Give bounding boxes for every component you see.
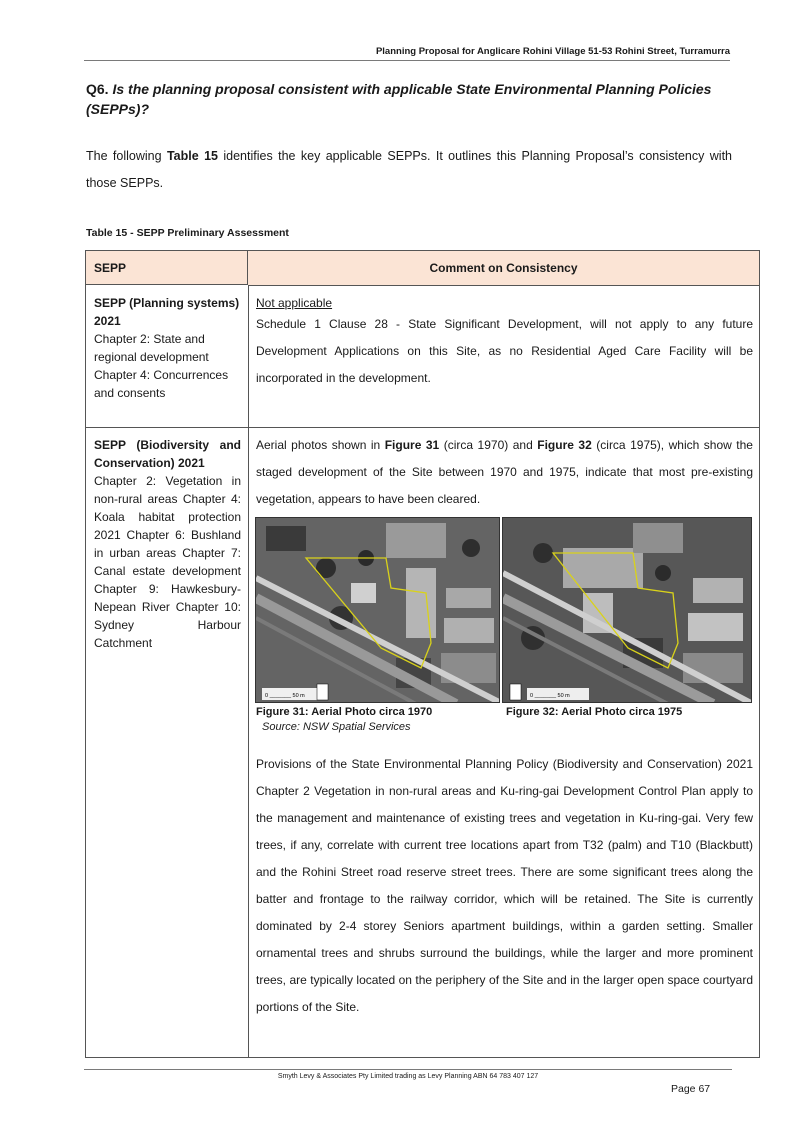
row1-sepp-cell — [94, 294, 241, 402]
row2-comment-text-b: (circa 1970) and — [439, 438, 538, 452]
intro-text-start: The following — [86, 149, 167, 163]
row2-comment-intro — [256, 432, 753, 513]
figure-source: Source: NSW Spatial Services — [262, 721, 411, 733]
row2-comment-text-c: (circa 1975), which show the staged development of the Site between 1970 and 1975, indicate that most pre-existing vegetation, appears to have been cleared. — [256, 438, 753, 506]
row2-sepp-title: SEPP (Biodiversity and Conservation) 2021 — [94, 438, 241, 470]
column-divider — [248, 285, 249, 1057]
row1-sepp-chapters: Chapter 2: State and regional development Chapter 4: Concurrences and consents — [94, 332, 229, 400]
aerial-photo-1970 — [255, 517, 500, 703]
aerial-photo-1975 — [502, 517, 752, 703]
intro-text-end: identifies the key applicable SEPPs. It outlines this Planning Proposal’s consistency with those SEPPs. — [86, 149, 732, 190]
row1-sepp-title: SEPP (Planning systems) 2021 — [94, 296, 240, 328]
footer-rule — [84, 1069, 732, 1070]
table-caption: Table 15 - SEPP Preliminary Assessment — [86, 227, 289, 239]
figure-31-caption: Figure 31: Aerial Photo circa 1970 — [256, 706, 433, 718]
row2-fig31-ref: Figure 31 — [384, 438, 440, 452]
row1-comment-heading: Not applicable — [256, 296, 333, 310]
figure-32-caption: Figure 32: Aerial Photo circa 1975 — [506, 706, 683, 718]
table-header-comment: Comment on Consistency — [248, 251, 759, 286]
row1-comment-body: Schedule 1 Clause 28 - State Significant Development, will not apply to any future Development Applications on this Site, as no Residential Aged Care Facility will be incorporated in the development. — [256, 317, 753, 385]
row-divider — [86, 427, 759, 428]
row2-sepp-chapters: Chapter 2: Vegetation in non-rural areas Chapter 4: Koala habitat protection 2021 Chapter 6: Bushland in urban areas Chapter 7: Canal estate development Chapter 9: Hawkesbury-Nepean River Chapter 10: Sydney Harbour Catchment — [94, 474, 241, 650]
intro-paragraph — [86, 143, 732, 197]
footer-company: Smyth Levy & Associates Pty Limited trading as Levy Planning ABN 64 783 407 127 — [277, 1073, 539, 1080]
intro-table-ref: Table 15 — [166, 149, 218, 163]
header-rule — [84, 60, 730, 61]
table-header-sepp: SEPP — [86, 251, 248, 285]
row1-comment-cell — [256, 294, 753, 392]
page-number: Page 67 — [671, 1083, 711, 1095]
running-header: Planning Proposal for Anglicare Rohini Village 51-53 Rohini Street, Turramurra — [375, 46, 730, 57]
question-text: Is the planning proposal consistent with applicable State Environmental Planning Policies (SEPPs)? — [86, 81, 712, 117]
row2-comment-body: Provisions of the State Environmental Planning Policy (Biodiversity and Conservation) 2021 Chapter 2 Vegetation in non-rural areas and Ku-ring-gai Development Control Plan apply to the management and maintenance of existing trees and vegetation in Ku-ring-gai. Very few trees, if any, correlate with current tree locations apart from T32 (palm) and T10 (Blackbutt) and the Rohini Street road reserve street trees. There are some significant trees along the batter and frontage to the railway corridor, which will be retained. The Site is currently dominated by 2-4 storey Seniors apartment buildings, within a garden setting. Smaller ornamental trees and shrubs surround the buildings, while the larger and more prominent trees, are typically located on the periphery of the Site and in the larger open space courtyard portions of the Site. — [256, 757, 753, 1014]
question-heading — [86, 79, 732, 119]
row2-fig32-ref: Figure 32 — [537, 438, 592, 452]
row2-comment-text-a: Aerial photos shown in — [256, 438, 385, 452]
photo1-scale-bar: 0 _______ 50 m — [265, 693, 305, 699]
row2-sepp-cell — [94, 436, 241, 652]
photo2-scale-bar: 0 _______ 50 m — [530, 693, 570, 699]
question-number: Q6. — [86, 81, 109, 97]
sepp-table — [85, 250, 760, 1058]
